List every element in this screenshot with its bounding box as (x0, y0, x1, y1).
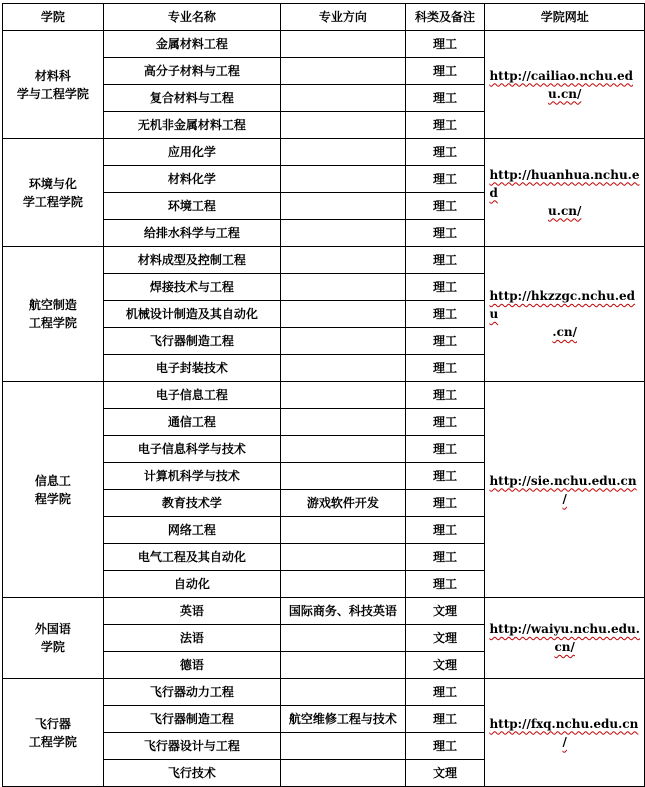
category-cell: 理工 (405, 706, 485, 733)
category-cell: 理工 (405, 247, 485, 274)
website-link-line[interactable]: u.cn/ (548, 86, 582, 101)
table-row (3, 598, 645, 625)
table-row (3, 247, 645, 274)
header-category: 科类及备注 (405, 4, 485, 31)
college-name-cell (3, 679, 104, 787)
category-cell: 理工 (405, 382, 485, 409)
website-link-line[interactable]: u.cn/ (548, 203, 582, 218)
category-cell: 理工 (405, 301, 485, 328)
header-college: 学院 (3, 4, 104, 31)
direction-cell (281, 571, 406, 598)
website-link-line[interactable]: / (562, 734, 567, 749)
major-cell: 无机非金属材料工程 (103, 112, 280, 139)
header-major: 专业名称 (103, 4, 280, 31)
table-row (3, 139, 645, 166)
direction-cell (281, 220, 406, 247)
direction-cell (281, 544, 406, 571)
website-link-line[interactable]: cn/ (554, 640, 575, 654)
major-cell: 教育技术学 (103, 490, 280, 517)
major-cell: 电子封装技术 (103, 355, 280, 382)
category-cell: 文理 (405, 598, 485, 625)
direction-cell (281, 247, 406, 274)
major-cell: 德语 (103, 652, 280, 679)
college-website-cell[interactable] (485, 139, 645, 247)
direction-cell (281, 139, 406, 166)
major-cell: 飞行器设计与工程 (103, 733, 280, 760)
website-link-line[interactable]: http://cailiao.nchu.ed (489, 68, 634, 83)
direction-cell (281, 760, 406, 787)
header-direction: 专业方向 (281, 4, 406, 31)
category-cell: 理工 (405, 85, 485, 112)
website-link-line[interactable]: http://waiyu.nchu.edu. (489, 622, 640, 636)
major-cell: 英语 (103, 598, 280, 625)
major-cell: 金属材料工程 (103, 31, 280, 58)
direction-cell (281, 193, 406, 220)
direction-cell (281, 355, 406, 382)
direction-cell: 游戏软件开发 (281, 490, 406, 517)
direction-cell (281, 625, 406, 652)
major-cell: 电气工程及其自动化 (103, 544, 280, 571)
major-cell: 复合材料与工程 (103, 85, 280, 112)
category-cell: 理工 (405, 409, 485, 436)
college-name-line: 学与工程学院 (16, 86, 89, 101)
major-cell: 应用化学 (103, 139, 280, 166)
major-cell: 法语 (103, 625, 280, 652)
category-cell: 理工 (405, 490, 485, 517)
table-body (3, 31, 645, 787)
college-name-cell (3, 31, 104, 139)
major-cell: 计算机科学与技术 (103, 463, 280, 490)
major-cell: 电子信息工程 (103, 382, 280, 409)
major-cell: 自动化 (103, 571, 280, 598)
college-website-cell[interactable] (485, 247, 645, 382)
direction-cell (281, 112, 406, 139)
college-name-line: 航空制造 (28, 298, 77, 312)
direction-cell (281, 166, 406, 193)
major-cell: 给排水科学与工程 (103, 220, 280, 247)
direction-cell (281, 679, 406, 706)
category-cell: 理工 (405, 436, 485, 463)
college-name-cell (3, 139, 104, 247)
college-name-line: 环境与化 (28, 176, 77, 191)
college-name-cell (3, 382, 104, 598)
direction-cell (281, 31, 406, 58)
website-link-line[interactable]: http://hkzzgc.nchu.edu (489, 289, 636, 321)
direction-cell (281, 652, 406, 679)
website-link-line[interactable]: .cn/ (552, 325, 578, 339)
category-cell: 理工 (405, 463, 485, 490)
major-cell: 焊接技术与工程 (103, 274, 280, 301)
direction-cell (281, 382, 406, 409)
direction-cell: 航空维修工程与技术 (281, 706, 406, 733)
category-cell: 理工 (405, 112, 485, 139)
college-website-cell[interactable] (485, 31, 645, 139)
category-cell: 理工 (405, 139, 485, 166)
college-name-line: 工程学院 (28, 316, 77, 330)
major-cell: 材料成型及控制工程 (103, 247, 280, 274)
category-cell: 理工 (405, 274, 485, 301)
college-website-cell[interactable] (485, 679, 645, 787)
major-cell: 飞行技术 (103, 760, 280, 787)
table-row (3, 679, 645, 706)
college-name-cell (3, 598, 104, 679)
category-cell: 理工 (405, 31, 485, 58)
category-cell: 理工 (405, 679, 485, 706)
direction-cell (281, 301, 406, 328)
major-cell: 飞行器动力工程 (103, 679, 280, 706)
direction-cell (281, 409, 406, 436)
category-cell: 文理 (405, 625, 485, 652)
college-name-line: 飞行器 (34, 716, 71, 731)
college-name-line: 学工程学院 (22, 194, 83, 209)
major-cell: 材料化学 (103, 166, 280, 193)
major-cell: 飞行器制造工程 (103, 706, 280, 733)
category-cell: 理工 (405, 328, 485, 355)
college-name-line: 学院 (40, 640, 65, 654)
website-link-line[interactable]: http://fxq.nchu.edu.cn (489, 716, 639, 731)
college-name-cell (3, 247, 104, 382)
direction-cell (281, 517, 406, 544)
category-cell: 文理 (405, 652, 485, 679)
category-cell: 理工 (405, 355, 485, 382)
header-row (3, 4, 645, 31)
category-cell: 理工 (405, 193, 485, 220)
major-cell: 高分子材料与工程 (103, 58, 280, 85)
website-link-line[interactable]: / (562, 491, 567, 506)
category-cell: 理工 (405, 733, 485, 760)
major-cell: 机械设计制造及其自动化 (103, 301, 280, 328)
college-name-line: 程学院 (34, 491, 71, 506)
category-cell: 理工 (405, 544, 485, 571)
category-cell: 理工 (405, 571, 485, 598)
direction-cell (281, 328, 406, 355)
major-cell: 环境工程 (103, 193, 280, 220)
table-row (3, 382, 645, 409)
major-cell: 网络工程 (103, 517, 280, 544)
college-name-line: 信息工 (34, 473, 71, 488)
category-cell: 理工 (405, 517, 485, 544)
category-cell: 理工 (405, 166, 485, 193)
college-name-line: 工程学院 (28, 734, 77, 749)
category-cell: 文理 (405, 760, 485, 787)
direction-cell (281, 463, 406, 490)
college-name-line: 材料科 (34, 68, 71, 83)
direction-cell (281, 436, 406, 463)
majors-table (2, 3, 645, 787)
website-link-line[interactable]: http://huanhua.nchu.ed (489, 167, 640, 200)
college-name-line: 外国语 (34, 622, 71, 636)
college-website-cell[interactable] (485, 382, 645, 598)
website-link-line[interactable]: http://sie.nchu.edu.cn (489, 473, 637, 488)
college-website-cell[interactable] (485, 598, 645, 679)
major-cell: 通信工程 (103, 409, 280, 436)
major-cell: 飞行器制造工程 (103, 328, 280, 355)
major-cell: 电子信息科学与技术 (103, 436, 280, 463)
category-cell: 理工 (405, 58, 485, 85)
direction-cell (281, 85, 406, 112)
direction-cell: 国际商务、科技英语 (281, 598, 406, 625)
direction-cell (281, 274, 406, 301)
direction-cell (281, 733, 406, 760)
table-row (3, 31, 645, 58)
category-cell: 理工 (405, 220, 485, 247)
direction-cell (281, 58, 406, 85)
header-website: 学院网址 (485, 4, 645, 31)
